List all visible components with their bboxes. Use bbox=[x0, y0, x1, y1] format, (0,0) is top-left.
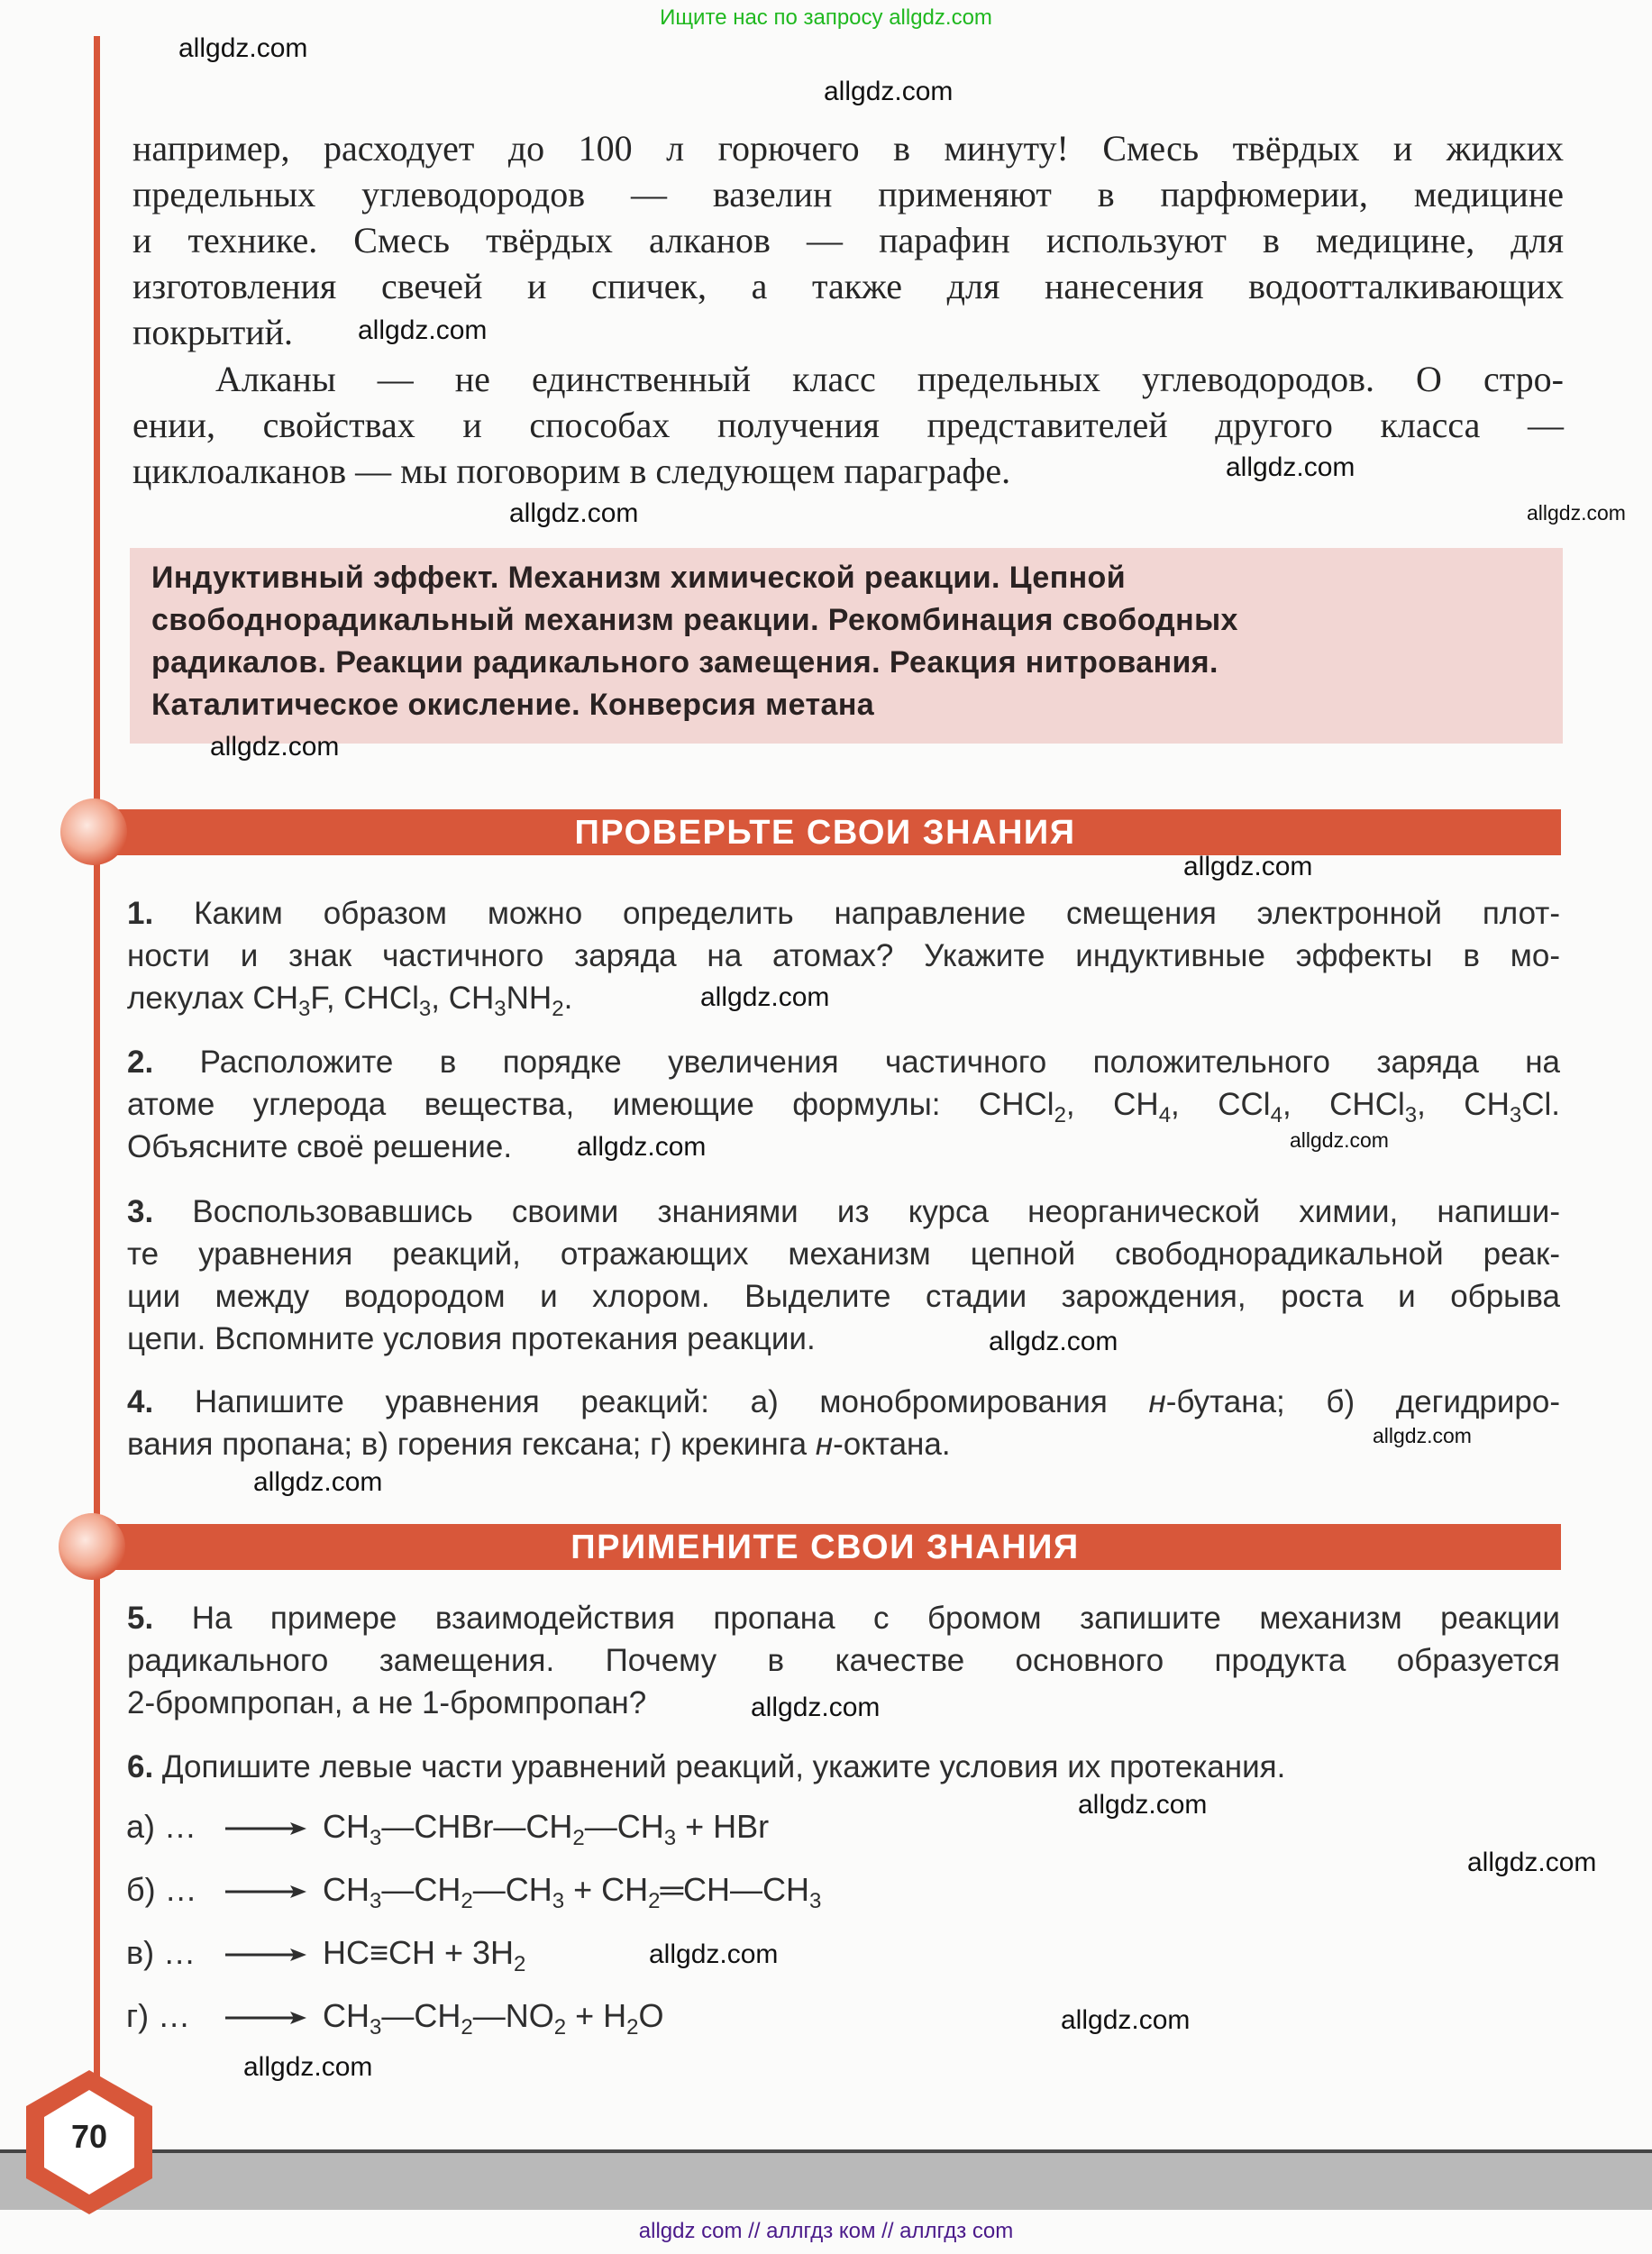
text-run: F, CHCl bbox=[310, 981, 419, 1016]
text-run: ═CH—CH bbox=[660, 1871, 809, 1908]
subscript: 2 bbox=[552, 997, 564, 1021]
item-number: 4. bbox=[127, 1384, 154, 1419]
watermark: allgdz.com bbox=[577, 1132, 707, 1162]
item-number: 6. bbox=[127, 1749, 154, 1784]
subscript: 3 bbox=[298, 997, 311, 1021]
watermark: allgdz.com bbox=[649, 1939, 779, 1969]
text-run: , CCl bbox=[1171, 1087, 1271, 1122]
subscript: 2 bbox=[572, 1826, 585, 1850]
text-run: Напишите уравнения реакций: а) монобромирования bbox=[153, 1384, 1149, 1419]
subscript: 3 bbox=[370, 2015, 382, 2040]
watermark: allgdz.com bbox=[1527, 501, 1626, 525]
text-run: + CH bbox=[564, 1871, 649, 1908]
watermark: allgdz.com bbox=[1226, 452, 1355, 482]
text-line bbox=[132, 217, 1564, 263]
equation-label: г) … bbox=[126, 1997, 191, 2034]
text-run: , CH bbox=[431, 981, 495, 1016]
watermark: allgdz.com bbox=[178, 33, 308, 63]
subscript: 2 bbox=[626, 2015, 639, 2040]
text-run: , CH bbox=[1065, 1087, 1159, 1122]
text-run: 2-бромпропан, а не 1-бромпропан? bbox=[127, 1685, 647, 1720]
text-run: -октана. bbox=[833, 1427, 951, 1462]
text-line bbox=[127, 1233, 1560, 1275]
text-run: Допишите левые части уравнений реакций, укажите условия их протекания. bbox=[153, 1749, 1286, 1784]
text-run: + HBr bbox=[676, 1808, 770, 1845]
item-number: 1. bbox=[127, 896, 154, 931]
item-number: 5. bbox=[127, 1601, 154, 1636]
page-number: 70 bbox=[70, 2118, 108, 2155]
subscript: 3 bbox=[370, 1826, 382, 1850]
arrow-icon bbox=[225, 1808, 306, 1846]
text-run: CH bbox=[323, 1808, 370, 1845]
section-bullet-icon bbox=[60, 798, 127, 865]
text-run: изготовления свечей и спичек, а также для нанесения водоотталкивающих bbox=[132, 266, 1564, 306]
text-run: ции между водородом и хлором. Выделите стадии зарождения, роста и обрыва bbox=[127, 1279, 1560, 1314]
text-line bbox=[127, 1381, 1560, 1423]
watermark: allgdz.com bbox=[989, 1327, 1118, 1356]
subscript: 4 bbox=[1270, 1103, 1282, 1127]
watermark: allgdz.com bbox=[253, 1467, 383, 1497]
watermark: allgdz.com bbox=[1061, 2005, 1191, 2035]
text-run: те уравнения реакций, отражающих механизм цепной свободнорадикальной реак- bbox=[127, 1237, 1560, 1272]
question-4 bbox=[127, 1381, 1560, 1465]
subscript: 3 bbox=[552, 1889, 565, 1913]
keyword-line: радикалов. Реакции радикального замещения. Реакция нитрования. bbox=[151, 645, 1218, 680]
subscript: 3 bbox=[1404, 1103, 1418, 1127]
text-line bbox=[127, 977, 1560, 1019]
equation-label: б) … bbox=[126, 1871, 197, 1908]
text-run: HC≡CH + 3H bbox=[323, 1934, 515, 1971]
text-run: , CH bbox=[1417, 1087, 1510, 1122]
paragraph-1 bbox=[132, 125, 1564, 355]
search-hint-banner: Ищите нас по запросу allgdz.com bbox=[660, 5, 992, 30]
text-run: покрытий. bbox=[132, 312, 294, 352]
subscript: 2 bbox=[1054, 1103, 1066, 1127]
keyword-line: Каталитическое окисление. Конверсия метана bbox=[151, 688, 875, 722]
text-line bbox=[132, 356, 1564, 402]
text-run: Алканы — не единственный класс предельных углеводородов. О стро- bbox=[215, 359, 1564, 399]
text-run: —CHBr—CH bbox=[381, 1808, 573, 1845]
watermark: allgdz.com bbox=[751, 1693, 881, 1722]
watermark: allgdz.com bbox=[1183, 852, 1313, 881]
equation-label: а) … bbox=[126, 1808, 197, 1845]
text-line bbox=[127, 1746, 1560, 1788]
text-line bbox=[132, 309, 1564, 355]
subscript: 3 bbox=[494, 997, 507, 1021]
footer-watermark: allgdz com // аллгдз ком // аллгдз com bbox=[638, 2219, 1014, 2243]
text-line bbox=[127, 892, 1560, 935]
subscript: 2 bbox=[461, 2015, 473, 2040]
text-run: NH bbox=[506, 981, 552, 1016]
subscript: 3 bbox=[663, 1826, 677, 1850]
equation-products bbox=[323, 1997, 664, 2040]
text-line bbox=[132, 263, 1564, 309]
equation-c bbox=[126, 1934, 526, 1976]
text-run: —CH bbox=[472, 1871, 552, 1908]
text-line bbox=[127, 1275, 1560, 1318]
margin-rule bbox=[94, 36, 100, 2136]
subscript: 2 bbox=[553, 2015, 567, 2040]
question-6 bbox=[127, 1746, 1560, 1788]
text-run: O bbox=[638, 1997, 664, 2034]
text-run: —CH bbox=[381, 1997, 461, 2034]
watermark: allgdz.com bbox=[1373, 1424, 1472, 1447]
subscript: 2 bbox=[461, 1889, 473, 1913]
italic-prefix: н bbox=[815, 1427, 834, 1462]
section-header-apply: ПРИМЕНИТЕ СВОИ ЗНАНИЯ bbox=[89, 1524, 1561, 1570]
watermark: allgdz.com bbox=[1078, 1790, 1208, 1820]
text-line bbox=[127, 1423, 1560, 1465]
subscript: 2 bbox=[514, 1952, 526, 1976]
watermark: allgdz.com bbox=[700, 982, 830, 1012]
text-run: —CH bbox=[584, 1808, 664, 1845]
watermark: allgdz.com bbox=[358, 315, 488, 345]
equation-label: в) … bbox=[126, 1934, 196, 1971]
question-1 bbox=[127, 892, 1560, 1019]
equation-a bbox=[126, 1808, 770, 1850]
watermark: allgdz.com bbox=[824, 77, 954, 106]
equation-products bbox=[323, 1808, 770, 1850]
subscript: 3 bbox=[808, 1889, 822, 1913]
text-run: Объясните своё решение. bbox=[127, 1129, 513, 1164]
text-run: —NO bbox=[472, 1997, 554, 2034]
text-run: CH bbox=[323, 1871, 370, 1908]
text-run: На примере взаимодействия пропана с бромом запишите механизм реакции bbox=[153, 1601, 1560, 1636]
subscript: 4 bbox=[1158, 1103, 1172, 1127]
subscript: 3 bbox=[418, 997, 432, 1021]
text-run: вания пропана; в) горения гексана; г) крекинга bbox=[127, 1427, 816, 1462]
watermark: allgdz.com bbox=[1467, 1848, 1597, 1877]
text-run: -бутана; б) дегидриро- bbox=[1165, 1384, 1561, 1419]
page-footer-band bbox=[0, 2149, 1652, 2210]
text-run: предельных углеводородов — вазелин применяют в парфюмерии, медицине bbox=[132, 174, 1564, 214]
text-run: например, расходует до 100 л горючего в минуту! Смесь твёрдых и жидких bbox=[132, 128, 1564, 169]
text-run: Каким образом можно определить направление смещения электронной плот- bbox=[153, 896, 1560, 931]
text-run: цепи. Вспомните условия протекания реакции. bbox=[127, 1321, 816, 1356]
text-line bbox=[132, 171, 1564, 217]
text-run: , CHCl bbox=[1282, 1087, 1405, 1122]
text-run: ении, свойствах и способах получения представителей другого класса — bbox=[132, 405, 1564, 445]
italic-prefix: н bbox=[1148, 1384, 1166, 1419]
text-run: ности и знак частичного заряда на атомах? Укажите индуктивные эффекты в мо- bbox=[127, 938, 1560, 973]
text-run: + H bbox=[566, 1997, 627, 2034]
text-run: Расположите в порядке увеличения частичного положительного заряда на bbox=[153, 1045, 1560, 1080]
keyword-line: Индуктивный эффект. Механизм химической реакции. Цепной bbox=[151, 561, 1127, 595]
keywords-list bbox=[151, 557, 1238, 726]
text-line bbox=[127, 1083, 1560, 1126]
text-line bbox=[127, 1639, 1560, 1682]
arrow-icon bbox=[225, 1997, 306, 2035]
text-line bbox=[132, 125, 1564, 171]
watermark: allgdz.com bbox=[509, 498, 639, 528]
text-run: Воспользовавшись своими знаниями из курса неорганической химии, напиши- bbox=[153, 1194, 1560, 1229]
watermark: allgdz.com bbox=[1290, 1128, 1389, 1152]
equation-products bbox=[323, 1871, 822, 1913]
text-run: радикального замещения. Почему в качестве основного продукта образуется bbox=[127, 1643, 1560, 1678]
subscript: 3 bbox=[1509, 1103, 1522, 1127]
item-number: 3. bbox=[127, 1194, 154, 1229]
arrow-icon bbox=[225, 1871, 306, 1909]
subscript: 3 bbox=[370, 1889, 382, 1913]
text-run: циклоалканов — мы поговорим в следующем параграфе. bbox=[132, 451, 1011, 491]
text-line bbox=[132, 402, 1564, 448]
equation-b bbox=[126, 1871, 822, 1913]
keyword-line: свободнорадикальный механизм реакции. Рекомбинация свободных bbox=[151, 603, 1238, 637]
text-run: . bbox=[563, 981, 573, 1016]
text-line bbox=[127, 1041, 1560, 1083]
equation-d bbox=[126, 1997, 664, 2040]
question-3 bbox=[127, 1191, 1560, 1360]
text-run: CH bbox=[323, 1997, 370, 2034]
item-number: 2. bbox=[127, 1045, 154, 1080]
text-line bbox=[127, 1597, 1560, 1639]
text-run: Cl. bbox=[1521, 1087, 1561, 1122]
section-header-check: ПРОВЕРЬТЕ СВОИ ЗНАНИЯ bbox=[89, 809, 1561, 855]
text-line bbox=[127, 1191, 1560, 1233]
watermark: allgdz.com bbox=[210, 732, 340, 762]
subscript: 2 bbox=[648, 1889, 661, 1913]
arrow-icon bbox=[225, 1934, 306, 1972]
text-run: атоме углерода вещества, имеющие формулы: CHCl bbox=[127, 1087, 1054, 1122]
text-line bbox=[127, 935, 1560, 977]
text-run: и технике. Смесь твёрдых алканов — парафин используют в медицине, для bbox=[132, 220, 1564, 260]
text-run: —CH bbox=[381, 1871, 461, 1908]
watermark: allgdz.com bbox=[243, 2052, 373, 2082]
equation-products bbox=[323, 1934, 526, 1976]
text-run: лекулах CH bbox=[127, 981, 298, 1016]
section-bullet-icon bbox=[59, 1513, 125, 1580]
text-line bbox=[127, 1318, 1560, 1360]
